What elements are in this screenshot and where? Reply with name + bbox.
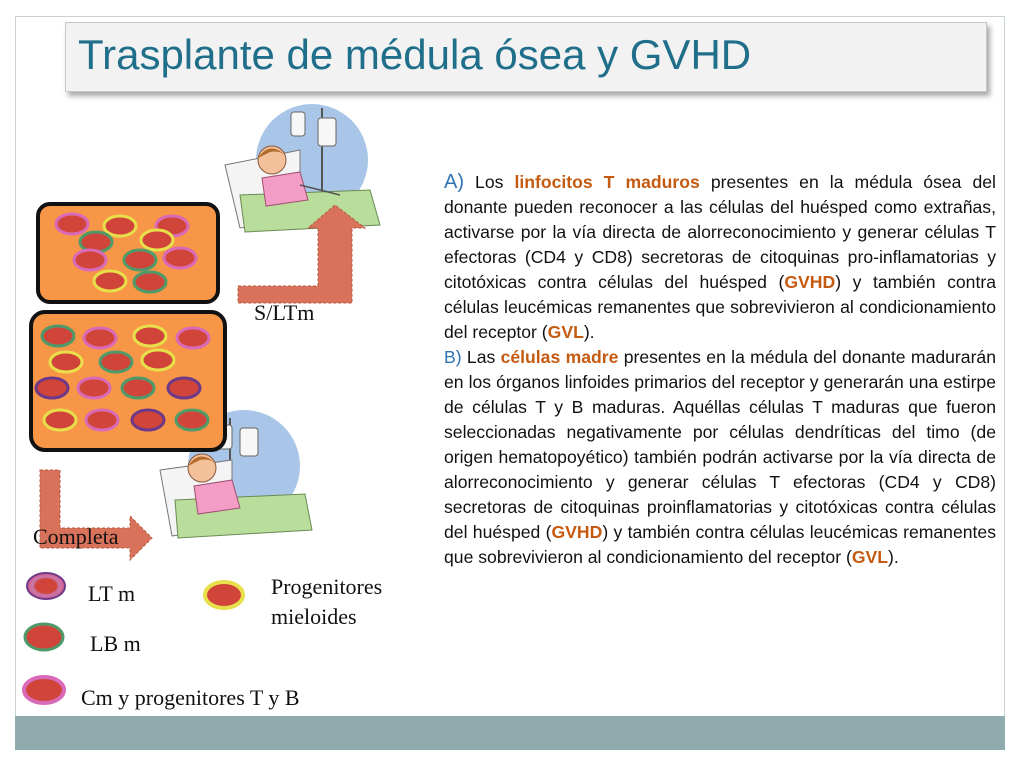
marrow-cell [104, 216, 136, 236]
marrow-cell [142, 350, 174, 370]
label-lb-m: LB m [90, 631, 141, 656]
patient-top-illustration [225, 104, 380, 232]
label-progenitores: Progenitores [271, 574, 383, 599]
marrow-cell [74, 250, 106, 270]
legend-cell-lb [25, 624, 63, 650]
marrow-cell [100, 352, 132, 372]
legend-cell-lt [27, 573, 65, 599]
legend-cell-cm [24, 677, 64, 703]
marrow-cell [84, 328, 116, 348]
marrow-cell [44, 410, 76, 430]
marrow-cell [42, 326, 74, 346]
marrow-cell [56, 214, 88, 234]
marrow-box-bottom [31, 312, 225, 450]
label-sltm: S/LTm [254, 300, 315, 325]
keyword-gvl-b: GVL [851, 547, 888, 567]
label-cm-progenitores: Cm y progenitores T y B [81, 685, 300, 710]
marrow-cell [168, 378, 200, 398]
marrow-cell [164, 248, 196, 268]
body-text [444, 170, 996, 570]
marker-b: B) [444, 347, 462, 367]
marrow-cell [122, 378, 154, 398]
keyword-gvhd-a: GVHD [784, 272, 836, 292]
marker-a: A) [444, 171, 464, 193]
marrow-cell [86, 410, 118, 430]
marrow-cell [141, 230, 173, 250]
label-completa: Completa [33, 524, 119, 549]
paragraph-a: A) Los linfocitos T maduros presentes en la médula ósea del donante pueden reconocer a las células del huésped como extrañas, activarse por la vía directa de alorreconocimiento y generar células T efectoras (CD4 y CD8) secretoras de citoquinas pro-inflamatorias y citotóxicas contra células del huésped (GVHD) y también contra células leucémicas remanentes que sobrevivieron al condicionamiento del receptor (GVL). [444, 171, 996, 342]
keyword-celulas-madre: células madre [500, 347, 619, 367]
slide-title: Trasplante de médula ósea y GVHD [78, 31, 752, 78]
marrow-cell [132, 410, 164, 430]
keyword-gvl-a: GVL [547, 322, 584, 342]
marrow-box-top [38, 204, 218, 302]
legend-cell-prog [205, 582, 243, 608]
label-lt-m: LT m [88, 581, 136, 606]
paragraph-b: B) Las células madre presentes en la médula del donante madurarán en los órganos linfoides primarios del receptor y generarán una estirpe de células T y B maduras. Aquéllas células T maduras que fueron seleccionadas negativamente por células dendríticas del timo (de origen hematopoyético) también podrán activarse por la vía directa de alorreconocimiento y generar células T efectoras (CD4 y CD8) secretoras de citoquinas proinflamatorias y citotóxicas contra células del huésped (GVHD) y también contra células leucémicas remanentes que sobrevivieron al condicionamiento del receptor (GVL). [444, 347, 996, 567]
marrow-cell [50, 352, 82, 372]
keyword-gvhd-b: GVHD [551, 522, 603, 542]
keyword-linfocitos: linfocitos T maduros [514, 172, 700, 192]
marrow-cell [78, 378, 110, 398]
marrow-cell [177, 328, 209, 348]
marrow-cell [134, 272, 166, 292]
marrow-cell [124, 250, 156, 270]
label-mieloides: mieloides [271, 604, 357, 629]
marrow-cell [94, 271, 126, 291]
marrow-cell [36, 378, 68, 398]
marrow-cell [176, 410, 208, 430]
marrow-cell [134, 326, 166, 346]
